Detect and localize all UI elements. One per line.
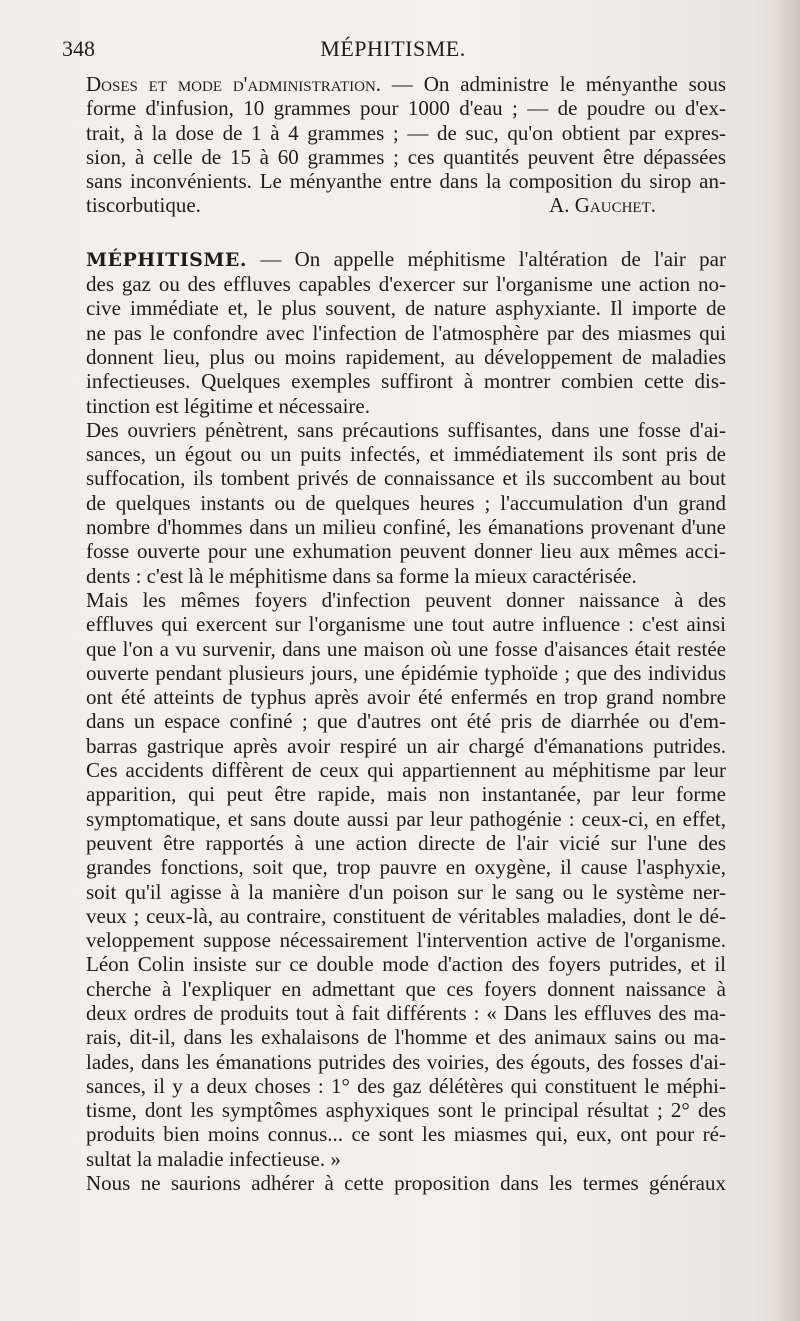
text-line: fosse ouverte pour une exhumation peuvent donner lieu aux mêmes acci-	[86, 539, 726, 564]
text-line: soit qu'il agisse à la manière d'un poison sur le sang ou le système ner-	[86, 879, 726, 904]
text-line: deux ordres de produits tout à fait différents : « Dans les effluves des ma-	[86, 1000, 726, 1025]
line-text: — On appelle méphitisme l'altération de l'air par	[247, 246, 726, 271]
text-line: Léon Colin insiste sur ce double mode d'action des foyers putrides, et il	[86, 952, 726, 977]
text-line: sans inconvénients. Le ményanthe entre dans la composition du sirop an-	[86, 169, 726, 194]
author-signature: A. Gauchet.	[549, 193, 656, 218]
text-line: cive immédiate et, le plus souvent, de nature asphyxiante. Il importe de	[86, 296, 726, 321]
text-line: tinction est légitime et nécessaire.	[86, 393, 370, 418]
text-line: veux ; ceux-là, au contraire, constituent de véritables maladies, dont le dé-	[86, 903, 726, 928]
text-line: infectieuses. Quelques exemples suffiront à montrer combien cette dis-	[86, 369, 726, 394]
article-paragraph	[62, 588, 726, 1171]
dosage-paragraph	[62, 72, 726, 218]
text-line: cherche à l'expliquer en admettant que ces foyers donnent naissance à	[86, 976, 726, 1001]
text-line: barras gastrique après avoir respiré un air chargé d'émanations putrides.	[86, 733, 726, 758]
article-paragraph	[62, 247, 726, 418]
page-spine-shadow	[774, 0, 800, 1321]
text-line: nombre d'hommes dans un milieu confiné, les émanations provenant d'une	[86, 515, 726, 540]
section-heading: Doses et mode d'administration.	[86, 72, 382, 96]
text-line: Nous ne saurions adhérer à cette proposition dans les termes généraux	[86, 1171, 726, 1196]
text-line: effluves qui exercent sur l'organisme une tout autre influence : c'est ainsi	[86, 612, 726, 637]
article-head-word: MÉPHITISME.	[86, 248, 248, 271]
text-line: tisme, dont les symptômes asphyxiques sont le principal résultat ; 2° des	[86, 1098, 726, 1123]
text-line: sances, il y a deux choses : 1° des gaz délétères qui constituent le méphi-	[86, 1073, 726, 1098]
text-line: ouverte pendant plusieurs jours, une épidémie typhoïde ; que des individus	[86, 660, 726, 685]
article-paragraph	[62, 1171, 726, 1195]
text-line: ont été atteints de typhus après avoir été enfermés en trop grand nombre	[86, 685, 726, 710]
text-line: dents : c'est là le méphitisme dans sa forme la mieux caractérisée.	[86, 563, 637, 588]
text-line: de quelques instants ou de quelques heures ; l'accumulation d'un grand	[86, 490, 726, 515]
text-line: tiscorbutique. A. Gauchet.	[86, 193, 656, 218]
text-line: sion, à celle de 15 à 60 grammes ; ces quantités peuvent être dépassées	[86, 144, 726, 169]
text-line: sultat la maladie infectieuse. »	[86, 1146, 341, 1171]
text-line: veloppement suppose nécessairement l'intervention active de l'organisme.	[86, 928, 726, 953]
running-title: MÉPHITISME.	[320, 36, 466, 61]
text-line	[62, 72, 726, 96]
text-line: donnent lieu, plus ou moins rapidement, au développement de maladies	[86, 344, 726, 369]
mephitisme-article	[62, 247, 726, 1196]
text-line: Ces accidents diffèrent de ceux qui appartiennent au méphitisme par leur	[86, 758, 726, 783]
page-number: 348	[62, 36, 95, 61]
text-line: suffocation, ils tombent privés de connaissance et ils succombent au bout	[86, 466, 726, 491]
page-header	[62, 36, 724, 66]
line-text: — On administre le ményanthe sous	[381, 72, 726, 96]
text-line: produits bien moins connus... ce sont les miasmes qui, eux, ont pour ré-	[86, 1122, 726, 1147]
text-line: grandes fonctions, soit que, trop pauvre en oxygène, il cause l'asphyxie,	[86, 855, 726, 880]
text-line: symptomatique, et sans doute aussi par leur pathogénie : ceux-ci, en effet,	[86, 806, 726, 831]
body-text	[62, 72, 726, 1195]
text-line: Mais les mêmes foyers d'infection peuvent donner naissance à des	[86, 587, 726, 612]
text-line	[62, 247, 726, 272]
text-line: peuvent être rapportés à une action directe de l'air vicié sur l'une des	[86, 830, 726, 855]
text-line: ne pas le confondre avec l'infection de l'atmosphère par des miasmes qui	[86, 320, 726, 345]
text-line: forme d'infusion, 10 grammes pour 1000 d'eau ; — de poudre ou d'ex-	[86, 96, 726, 121]
text-line: que l'on a vu survenir, dans une maison où une fosse d'aisances était restée	[86, 636, 726, 661]
text-line: sances, un égout ou un puits infectés, et immédiatement ils sont pris de	[86, 442, 726, 467]
text-line: rais, dit-il, dans les exhalaisons de l'homme et des animaux sains ou ma-	[86, 1025, 726, 1050]
text-line: dans un espace confiné ; que d'autres ont été pris de diarrhée ou d'em-	[86, 709, 726, 734]
text-line: trait, à la dose de 1 à 4 grammes ; — de suc, qu'on obtient par expres-	[86, 120, 726, 145]
text-line: des gaz ou des effluves capables d'exercer sur l'organisme une action no-	[86, 272, 726, 297]
text-line: lades, dans les émanations putrides des voiries, des égouts, des fosses d'ai-	[86, 1049, 726, 1074]
text-line: apparition, qui peut être rapide, mais non instantanée, par leur forme	[86, 782, 726, 807]
text-line: Des ouvriers pénètrent, sans précautions suffisantes, dans une fosse d'ai-	[86, 417, 726, 442]
article-paragraph	[62, 418, 726, 588]
